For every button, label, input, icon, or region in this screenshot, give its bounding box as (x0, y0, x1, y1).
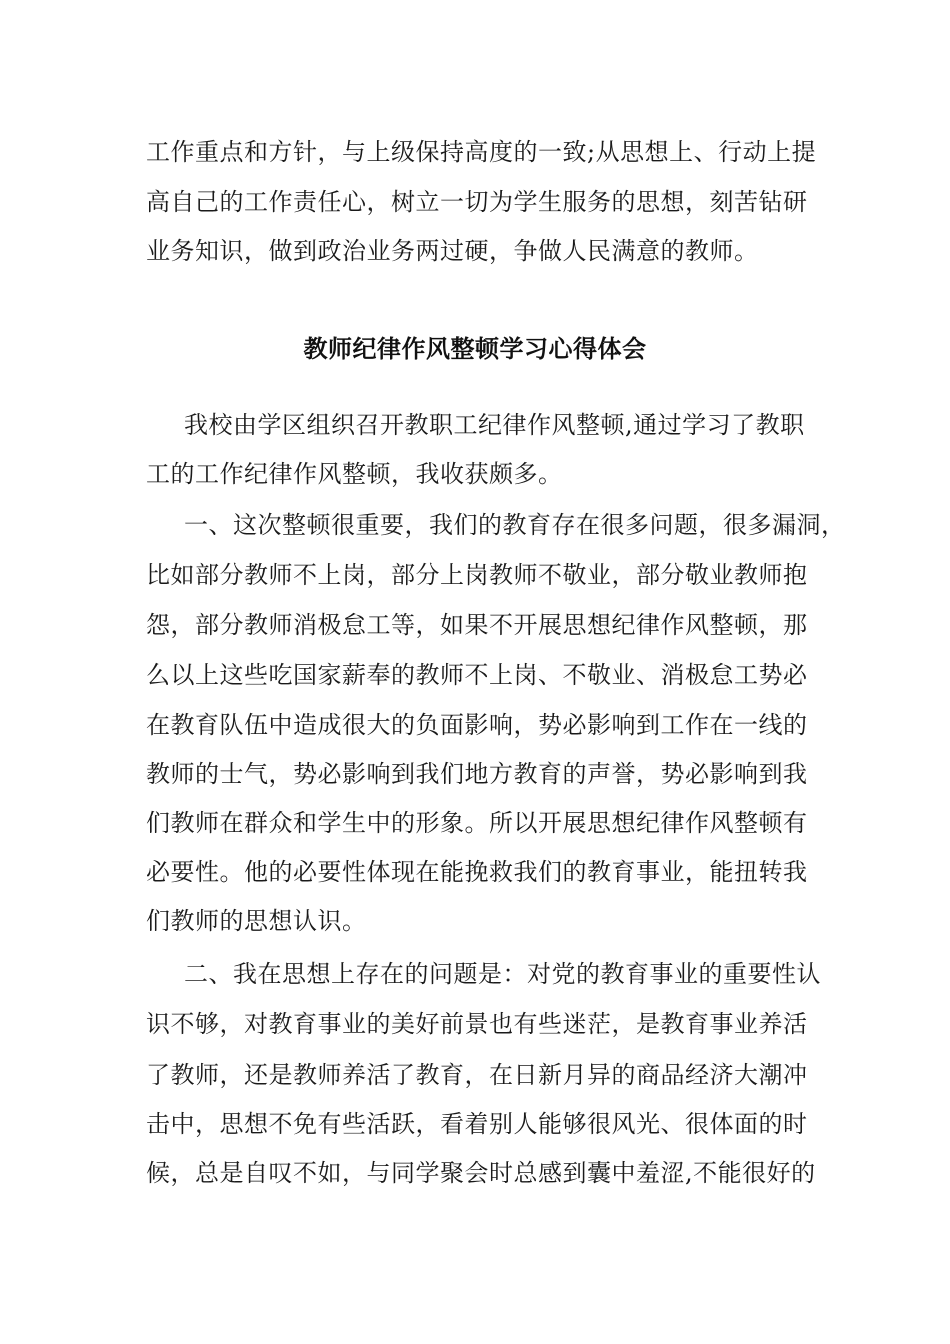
paragraph2-line-4: 么以上这些吃国家薪奉的教师不上岗、不敬业、消极怠工势必 (146, 661, 808, 689)
paragraph2-line-7: 们教师在群众和学生中的形象。所以开展思想纪律作风整顿有 (146, 809, 808, 837)
paragraph2-line-3: 怨，部分教师消极怠工等，如果不开展思想纪律作风整顿，那 (146, 611, 808, 639)
paragraph2-line-2: 比如部分教师不上岗，部分上岗教师不敬业，部分敬业教师抱 (146, 561, 808, 589)
intro-line-1: 工作重点和方针，与上级保持高度的一致;从思想上、行动上提 (146, 138, 817, 166)
paragraph3-line-3: 了教师，还是教师养活了教育，在日新月异的商品经济大潮冲 (146, 1061, 808, 1089)
paragraph3-line-2: 识不够，对教育事业的美好前景也有些迷茫，是教育事业养活 (146, 1010, 808, 1038)
paragraph3-line-1: 二、我在思想上存在的问题是：对党的教育事业的重要性认 (184, 960, 821, 988)
paragraph1-line-1: 我校由学区组织召开教职工纪律作风整顿,通过学习了教职 (184, 411, 805, 439)
intro-line-3: 业务知识，做到政治业务两过硬，争做人民满意的教师。 (146, 237, 759, 265)
intro-line-2: 高自己的工作责任心，树立一切为学生服务的思想，刻苦钻研 (146, 188, 808, 216)
paragraph2-line-5: 在教育队伍中造成很大的负面影响，势必影响到工作在一线的 (146, 711, 808, 739)
paragraph2-line-6: 教师的士气，势必影响到我们地方教育的声誉，势必影响到我 (146, 760, 808, 788)
paragraph2-line-9: 们教师的思想认识。 (146, 907, 367, 935)
paragraph2-line-1: 一、这次整顿很重要，我们的教育存在很多问题，很多漏洞， (184, 511, 846, 539)
paragraph1-line-2: 工的工作纪律作风整顿，我收获颇多。 (146, 460, 563, 488)
document-title: 教师纪律作风整顿学习心得体会 (303, 335, 647, 363)
paragraph2-line-8: 必要性。他的必要性体现在能挽救我们的教育事业，能扭转我 (146, 858, 808, 886)
paragraph3-line-5: 候，总是自叹不如，与同学聚会时总感到囊中羞涩,不能很好的 (146, 1159, 816, 1187)
paragraph3-line-4: 击中，思想不免有些活跃，看着别人能够很风光、很体面的时 (146, 1110, 808, 1138)
